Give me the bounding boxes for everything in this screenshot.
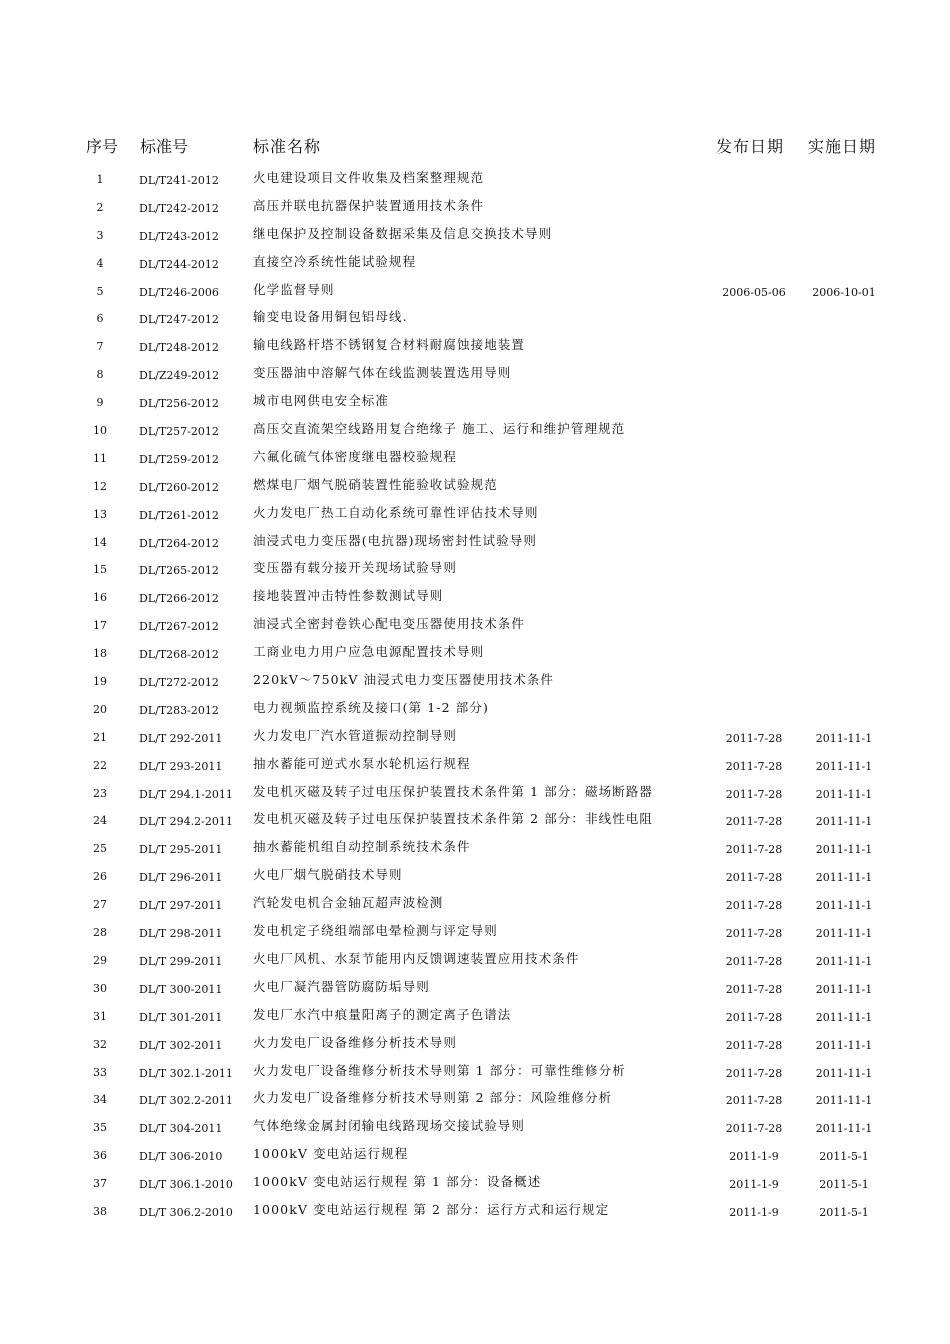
table-row [0,1029,950,1057]
row-seq: 35 [93,1121,107,1135]
row-seq: 30 [93,981,107,995]
row-seq: 10 [93,424,107,438]
row-name: 工商业电力用户应急电源配置技术导则 [253,644,485,660]
row-code: DL/T265-2012 [139,564,219,578]
row-seq: 14 [93,535,107,549]
table-row [0,582,950,610]
row-name: 六氟化硫气体密度继电器校验规程 [253,448,458,464]
table-row [0,666,950,694]
row-name: 输变电设备用铜包铝母线. [253,309,408,325]
table-row [0,248,950,276]
row-name: 火力发电厂设备维修分析技术导则第 1 部分：可靠性维修分析 [253,1062,626,1078]
row-publish-date: 2011-7-28 [725,731,783,745]
row-publish-date: 2011-7-28 [725,759,783,773]
row-code: DL/T242-2012 [139,201,219,215]
row-publish-date: 2011-1-9 [729,1205,779,1219]
row-publish-date: 2011-7-28 [725,1010,783,1024]
row-publish-date: 2011-7-28 [725,927,783,941]
row-seq: 37 [93,1177,107,1191]
table-row [0,331,950,359]
row-effective-date: 2011-5-1 [819,1205,869,1219]
row-code: DL/T 298-2011 [139,927,223,941]
row-name: 气体绝缘金属封闭输电线路现场交接试验导则 [253,1118,526,1134]
row-effective-date: 2011-11-1 [815,871,873,885]
row-effective-date: 2011-11-1 [815,843,873,857]
table-row [0,973,950,1001]
row-code: DL/T260-2012 [139,480,219,494]
row-name: 油浸式电力变压器(电抗器)现场密封性试验导则 [253,532,537,548]
table-row [0,833,950,861]
row-publish-date: 2011-7-28 [725,1122,783,1136]
row-effective-date: 2011-11-1 [815,759,873,773]
table-row [0,164,950,192]
row-name: 发电机定子绕组端部电晕检测与评定导则 [253,923,498,939]
row-name: 高压并联电抗器保护装置通用技术条件 [253,197,485,213]
row-seq: 9 [96,396,104,410]
row-seq: 36 [93,1149,107,1163]
row-seq: 17 [93,619,107,633]
row-code: DL/T 302.2-2011 [139,1094,233,1108]
row-seq: 6 [96,312,104,326]
row-code: DL/T 306-2010 [139,1150,223,1164]
row-code: DL/T261-2012 [139,508,219,522]
row-code: DL/T 294.1-2011 [139,787,233,801]
row-seq: 32 [93,1037,107,1051]
row-seq: 12 [93,479,107,493]
row-name: 汽轮发电机合金轴瓦超声波检测 [253,895,444,911]
row-code: DL/T 297-2011 [139,899,223,913]
table-row [0,805,950,833]
row-code: DL/T248-2012 [139,341,219,355]
row-seq: 28 [93,926,107,940]
row-seq: 7 [96,340,104,354]
row-name: 城市电网供电安全标准 [253,393,390,409]
row-name: 火电厂凝汽器管防腐防垢导则 [253,978,430,994]
table-row [0,415,950,443]
table-row [0,443,950,471]
row-seq: 13 [93,507,107,521]
row-seq: 20 [93,702,107,716]
row-effective-date: 2011-11-1 [815,815,873,829]
row-code: DL/T266-2012 [139,592,219,606]
row-code: DL/T243-2012 [139,229,219,243]
row-code: DL/T264-2012 [139,536,219,550]
row-code: DL/T268-2012 [139,648,219,662]
row-name: 火电建设项目文件收集及档案整理规范 [253,170,485,185]
row-effective-date: 2011-11-1 [815,899,873,913]
row-effective-date: 2011-11-1 [815,787,873,801]
row-effective-date: 2011-5-1 [819,1150,869,1164]
table-row [0,1057,950,1085]
row-publish-date: 2011-1-9 [729,1150,779,1164]
row-code: DL/T 301-2011 [139,1010,223,1024]
table-row [0,192,950,220]
row-code: DL/Z249-2012 [139,369,220,383]
row-publish-date: 2011-7-28 [725,899,783,913]
row-code: DL/T 293-2011 [139,759,223,773]
row-seq: 2 [96,200,104,214]
row-code: DL/T 296-2011 [139,871,223,885]
row-name: 火力发电厂设备维修分析技术导则第 2 部分：风险维修分析 [253,1090,613,1106]
row-name: 电力视频监控系统及接口(第 1-2 部分) [253,699,489,715]
table-row [0,499,950,527]
row-code: DL/T247-2012 [139,313,219,327]
row-publish-date: 2011-7-28 [725,815,783,829]
table-row [0,220,950,248]
row-seq: 8 [96,368,104,382]
header-publish-date: 发布日期 [716,137,785,156]
row-seq: 26 [93,870,107,884]
header-name: 标准名称 [253,137,322,156]
row-effective-date: 2011-11-1 [815,927,873,941]
row-seq: 3 [96,228,104,242]
table-header [0,134,950,160]
table-row [0,471,950,499]
row-name: 火力发电厂热工自动化系统可靠性评估技术导则 [253,504,539,520]
row-seq: 18 [93,647,107,661]
row-publish-date: 2011-7-28 [725,954,783,968]
row-code: DL/T 302-2011 [139,1038,223,1052]
row-name: 火电厂风机、水泵节能用内反馈调速装置应用技术条件 [253,950,580,966]
row-name: 燃煤电厂烟气脱硝装置性能验收试验规范 [253,476,498,492]
header-effective-date: 实施日期 [808,137,877,156]
table-row [0,359,950,387]
row-code: DL/T241-2012 [139,174,219,187]
table-row [0,778,950,806]
row-code: DL/T 294.2-2011 [139,815,233,829]
table-row [0,945,950,973]
row-effective-date: 2011-11-1 [815,1010,873,1024]
row-code: DL/T 306.1-2010 [139,1178,233,1192]
table-row [0,722,950,750]
table-row [0,1196,950,1224]
row-effective-date: 2011-11-1 [815,1122,873,1136]
row-code: DL/T 292-2011 [139,731,223,745]
row-name: 变压器油中溶解气体在线监测装置选用导则 [253,365,512,381]
row-seq: 38 [93,1204,107,1218]
row-effective-date: 2011-11-1 [815,731,873,745]
row-code: DL/T272-2012 [139,676,219,690]
row-publish-date: 2011-7-28 [725,871,783,885]
row-effective-date: 2011-11-1 [815,982,873,996]
table-row [0,1084,950,1112]
row-name: 发电机灭磁及转子过电压保护装置技术条件第 2 部分：非线性电阻 [253,811,654,827]
row-seq: 27 [93,898,107,912]
table-row [0,527,950,555]
row-name: 直接空冷系统性能试验规程 [253,253,417,269]
row-code: DL/T244-2012 [139,257,219,271]
row-name: 高压交直流架空线路用复合绝缘子 施工、运行和维护管理规范 [253,421,626,437]
table-row [0,1112,950,1140]
table-row [0,917,950,945]
row-publish-date: 2011-7-28 [725,982,783,996]
row-seq: 4 [96,256,104,270]
row-code: DL/T 300-2011 [139,982,223,996]
row-effective-date: 2011-5-1 [819,1178,869,1192]
row-name: 1000kV 变电站运行规程 第 2 部分：运行方式和运行规定 [253,1201,610,1217]
row-code: DL/T 299-2011 [139,954,223,968]
row-name: 发电厂水汽中痕量阳离子的测定离子色谱法 [253,1006,512,1022]
table-row [0,1001,950,1029]
header-code: 标准号 [140,137,189,156]
row-seq: 31 [93,1009,107,1023]
table-row [0,889,950,917]
table-row [0,1140,950,1168]
row-seq: 11 [93,451,107,465]
row-code: DL/T257-2012 [139,425,219,439]
row-publish-date: 2011-7-28 [725,1066,783,1080]
row-seq: 29 [93,953,107,967]
row-seq: 15 [93,563,107,577]
row-seq: 25 [93,842,107,856]
row-seq: 22 [93,758,107,772]
row-seq: 24 [93,814,107,828]
table-row [0,387,950,415]
table-row [0,638,950,666]
table-row [0,610,950,638]
row-code: DL/T256-2012 [139,397,219,411]
row-publish-date: 2011-7-28 [725,1038,783,1052]
row-name: 输电线路杆塔不锈钢复合材料耐腐蚀接地装置 [253,337,526,353]
row-name: 化学监督导则 [253,281,335,297]
row-name: 火力发电厂汽水管道振动控制导则 [253,727,458,743]
row-effective-date: 2011-11-1 [815,954,873,968]
row-name: 220kV～750kV 油浸式电力变压器使用技术条件 [253,672,554,688]
row-name: 火力发电厂设备维修分析技术导则 [253,1034,458,1050]
table-row [0,276,950,304]
row-name: 发电机灭磁及转子过电压保护装置技术条件第 1 部分：磁场断路器 [253,783,654,799]
table-row [0,303,950,331]
row-seq: 16 [93,591,107,605]
row-seq: 33 [93,1065,107,1079]
row-code: DL/T283-2012 [139,703,219,717]
row-publish-date: 2011-7-28 [725,843,783,857]
row-name: 火电厂烟气脱硝技术导则 [253,867,403,883]
row-name: 1000kV 变电站运行规程 第 1 部分：设备概述 [253,1174,542,1190]
row-code: DL/T 295-2011 [139,843,223,857]
table-row [0,694,950,722]
row-code: DL/T259-2012 [139,452,219,466]
header-seq: 序号 [86,137,119,156]
row-publish-date: 2011-7-28 [725,787,783,801]
row-seq: 5 [96,284,104,298]
row-code: DL/T267-2012 [139,620,219,634]
row-seq: 21 [93,730,107,744]
row-code: DL/T 304-2011 [139,1122,223,1136]
table-row [0,750,950,778]
table-row [0,554,950,582]
row-name: 抽水蓄能机组自动控制系统技术条件 [253,839,471,855]
row-seq: 34 [93,1093,107,1107]
row-code: DL/T246-2006 [139,285,219,299]
row-effective-date: 2006-10-01 [812,285,876,299]
row-seq: 23 [93,786,107,800]
row-effective-date: 2011-11-1 [815,1066,873,1080]
row-name: 继电保护及控制设备数据采集及信息交换技术导则 [253,225,553,241]
row-code: DL/T 306.2-2010 [139,1205,233,1219]
row-seq: 1 [96,173,104,186]
table-row [0,861,950,889]
row-publish-date: 2011-1-9 [729,1178,779,1192]
row-name: 1000kV 变电站运行规程 [253,1146,409,1162]
row-name: 接地装置冲击特性参数测试导则 [253,588,444,604]
row-effective-date: 2011-11-1 [815,1094,873,1108]
row-publish-date: 2011-7-28 [725,1094,783,1108]
row-publish-date: 2006-05-06 [722,285,786,299]
row-name: 变压器有载分接开关现场试验导则 [253,560,458,576]
row-name: 油浸式全密封卷铁心配电变压器使用技术条件 [253,616,526,632]
row-code: DL/T 302.1-2011 [139,1066,233,1080]
row-seq: 19 [93,675,107,689]
row-effective-date: 2011-11-1 [815,1038,873,1052]
standards-table [0,164,950,1224]
table-row [0,1168,950,1196]
row-name: 抽水蓄能可逆式水泵水轮机运行规程 [253,755,471,771]
